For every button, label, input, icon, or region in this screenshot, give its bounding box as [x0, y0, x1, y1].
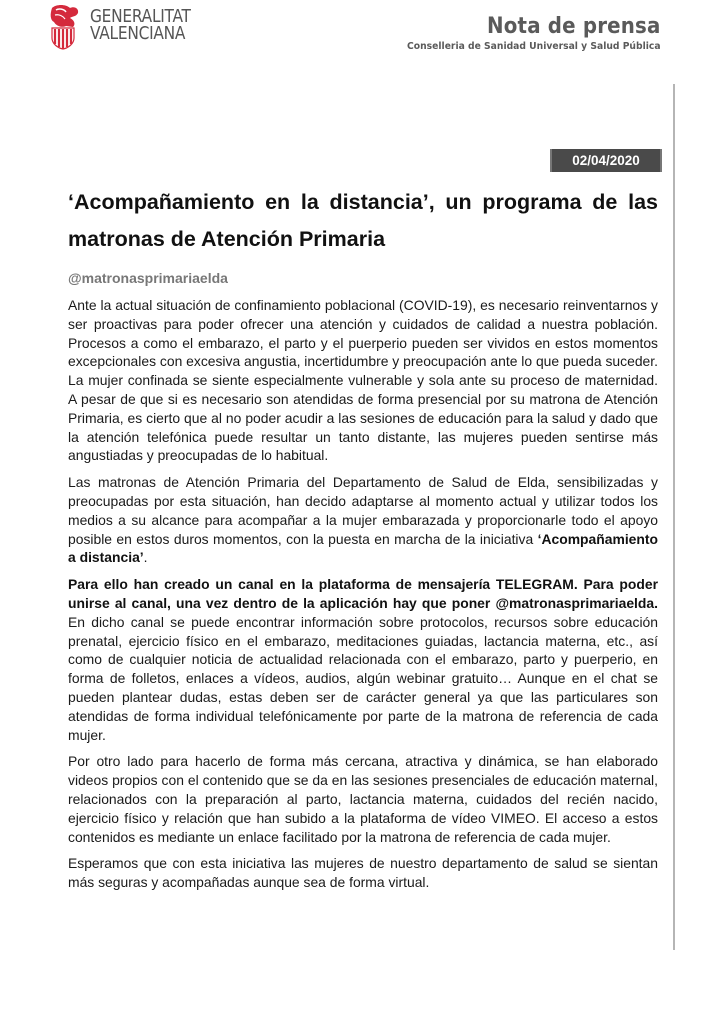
margin-divider — [673, 84, 675, 950]
article-paragraph — [68, 575, 658, 744]
logo-line-1: GENERALITAT — [90, 7, 191, 27]
logo-text — [90, 9, 191, 43]
paragraph-text: Ante la actual situación de confinamiento poblacional (COVID-19), es necesario reinventarnos y ser proactivas para poder ofrecer una atención y cuidados de calidad a nuestra población. Procesos a como el embarazo, el parto y el puerperio pueden ser vividos en estos momentos excepcionales con excesiva angustia, incertidumbre y preocupación ante lo que pueda suceder. La mujer confinada se siente especialmente vulnerable y sola ante su proceso de maternidad. A pesar de que si es necesario son atendidas de forma presencial por su matrona de Atención Primaria, es cierto que al no poder acudir a las sesiones de educación para la salud y dado que la atención telefónica puede resultar un tanto distante, las mujeres pueden sentirse más angustiadas y preocupadas de lo habitual. — [68, 297, 658, 464]
article-body — [68, 296, 658, 900]
generalitat-valenciana-logo — [46, 4, 236, 50]
bold-text: Para ello han creado un canal en la plataforma de mensajería TELEGRAM. Para poder unirse al canal, una vez dentro de la aplicación hay que poner @matronasprimariaelda. — [68, 576, 658, 611]
article-title: ‘Acompañamiento en la distancia’, un programa de las matronas de Atención Primaria — [68, 190, 658, 251]
paragraph-text: . — [143, 549, 148, 566]
coat-of-arms-icon — [46, 4, 90, 50]
doc-type-title: Nota de prensa — [487, 14, 661, 39]
date-badge: 02/04/2020 — [550, 149, 662, 172]
bold-text: ‘Acompañamiento a distancia’ — [68, 530, 658, 566]
article-paragraph — [68, 296, 658, 465]
telegram-handle: @matronasprimariaelda — [68, 270, 228, 286]
article-paragraph — [68, 752, 658, 846]
press-header — [385, 14, 661, 52]
article-paragraph — [68, 473, 658, 567]
paragraph-text: En dicho canal se puede encontrar información sobre protocolos, recursos sobre educación prenatal, ejercicio físico en el embarazo, meditaciones guiadas, lactancia materna, etc., así como de cualquier noticia de actualidad relacionada con el embarazo, parto y puerperio, en forma de folletos, enlaces a vídeos, audios, algún webinar gratuito… Aunque en el chat se pueden plantear dudas, estas deben ser de carácter general ya que las particulares son atendidas de forma individual telefónicamente por parte de la matrona de referencia de cada mujer. — [68, 613, 658, 743]
article-paragraph — [68, 854, 658, 892]
paragraph-text: Por otro lado para hacerlo de forma más cercana, atractiva y dinámica, se han elaborado videos propios con el contenido que se da en las sesiones presenciales de educación maternal, relacionados con la preparación al parto, lactancia materna, cuidados del recién nacido, ejercicio físico y relación que han subido a la plataforma de vídeo VIMEO. El acceso a estos contenidos es mediante un enlace facilitado por la matrona de referencia de cada mujer. — [68, 753, 658, 845]
paragraph-text: Las matronas de Atención Primaria del Departamento de Salud de Elda, sensibilizadas y preocupadas por esta situación, han decido adaptarse al momento actual y utilizar todos los medios a su alcance para acompañar a la mujer embarazada y proporcionarle todo el apoyo posible en estos duros momentos, con la puesta en marcha de la iniciativa — [68, 474, 658, 547]
logo-line-2: VALENCIANA — [90, 24, 186, 44]
paragraph-text: Esperamos que con esta iniciativa las mujeres de nuestro departamento de salud se sientan más seguras y acompañadas aunque sea de forma virtual. — [68, 855, 658, 891]
department-name: Conselleria de Sanidad Universal y Salud Pública — [407, 41, 661, 52]
